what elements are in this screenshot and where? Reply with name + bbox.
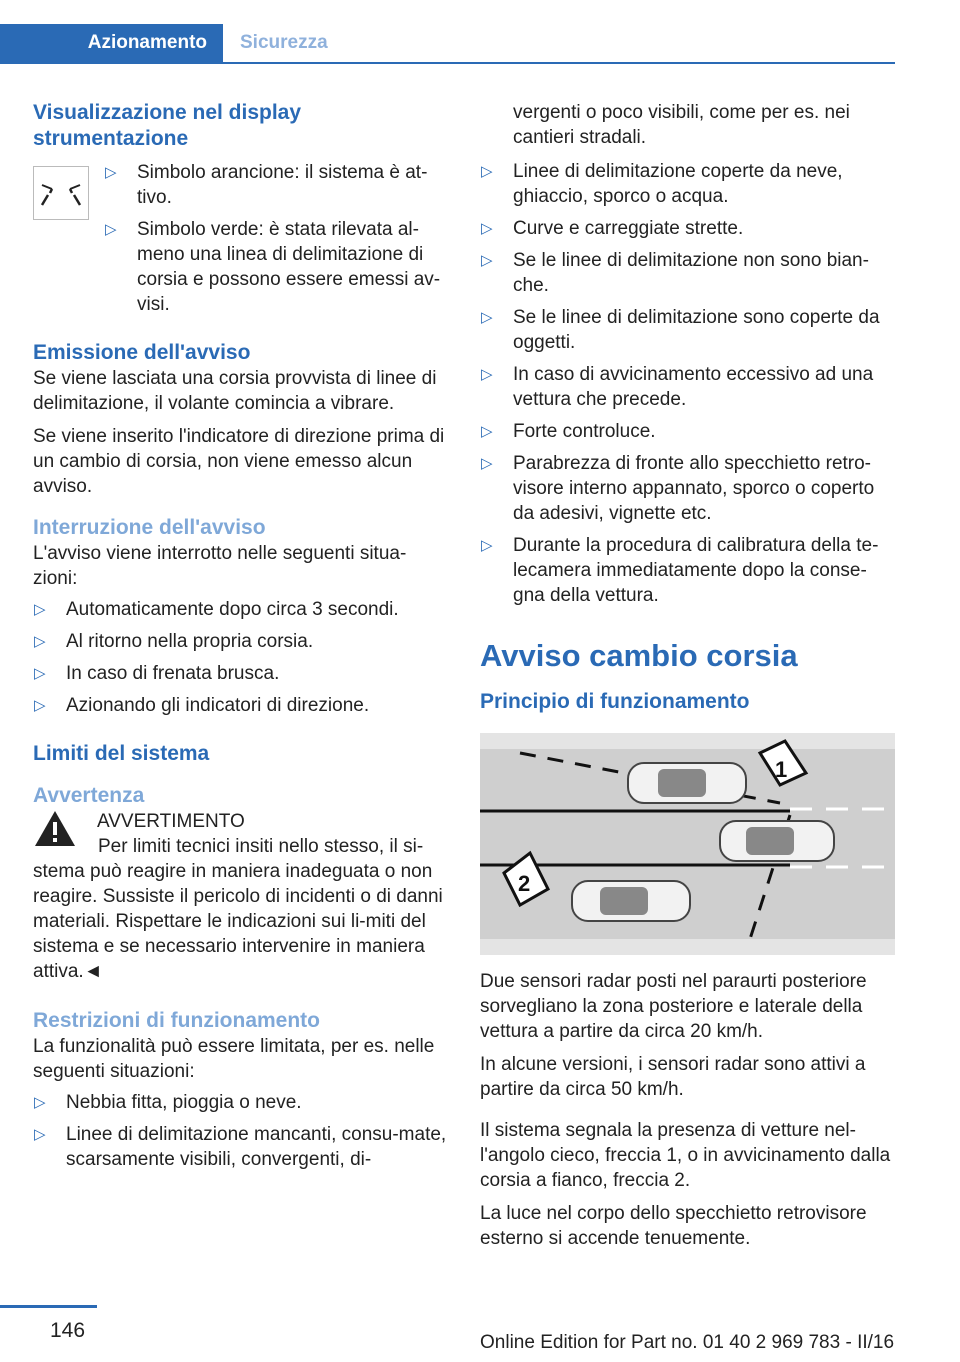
- emission-title: Emissione dell'avviso: [33, 341, 251, 364]
- lane-change-illustration: [480, 733, 895, 955]
- list-item: ▷ Forte controluce.: [481, 421, 656, 442]
- list-item: ▷ Linee di delimitazione mancanti, consu-mate, scarsamente visibili, convergenti, di-: [34, 1124, 447, 1170]
- left-column: [33, 100, 448, 1179]
- principle-text-3: Il sistema segnala la presenza di vetture nel-l'angolo cieco, freccia 1, o in avvicinamento dalla corsia a fianco, freccia 2.: [480, 1120, 891, 1191]
- triangle-bullet-icon: ▷: [481, 220, 493, 237]
- car-icon: [572, 881, 690, 921]
- principle-text-2: In alcune versioni, i sensori radar sono attivi a partire da circa 50 km/h.: [480, 1054, 866, 1100]
- triangle-bullet-icon: ▷: [481, 455, 493, 472]
- car-icon: [720, 821, 834, 861]
- list-item: ▷ Durante la procedura di calibratura della te-lecamera immediatamente dopo la conse-gna della vettura.: [481, 535, 879, 606]
- triangle-bullet-icon: ▷: [105, 221, 117, 238]
- triangle-bullet-icon: ▷: [481, 252, 493, 269]
- triangle-bullet-icon: ▷: [481, 423, 493, 440]
- list-item: ▷ Al ritorno nella propria corsia.: [34, 631, 314, 652]
- list-item: ▷ Simbolo verde: è stata rilevata al-meno una linea di delimitazione di corsia e possono essere emessi av-visi.: [105, 219, 441, 315]
- warning-label: AVVERTIMENTO: [97, 811, 245, 832]
- limits-title: Limiti del sistema: [33, 742, 210, 765]
- tab-sicurezza[interactable]: Sicurezza: [240, 32, 328, 53]
- restrictions-text: La funzionalità può essere limitata, per es. nelle seguenti situazioni:: [33, 1036, 435, 1082]
- emission-text-1: Se viene lasciata una corsia provvista di linee di delimitazione, il volante comincia a vibrare.: [33, 368, 437, 414]
- list-item: ▷ Se le linee di delimitazione non sono bian-che.: [481, 250, 869, 296]
- header-tabs: [0, 24, 895, 64]
- emission-text-2: Se viene inserito l'indicatore di direzione prima di un cambio di corsia, non viene emesso alcun avviso.: [33, 426, 445, 497]
- lane-change-title: Avviso cambio corsia: [480, 638, 798, 673]
- list-item: ▷ Automaticamente dopo circa 3 secondi.: [34, 599, 399, 620]
- triangle-bullet-icon: ▷: [34, 1126, 46, 1143]
- list-item: ▷ Azionando gli indicatori di direzione.: [34, 695, 370, 716]
- triangle-bullet-icon: ▷: [105, 164, 117, 181]
- list-item: ▷ Parabrezza di fronte allo specchietto retro-visore interno appannato, sporco o coperto da adesivi, vignette etc.: [481, 453, 875, 524]
- lane-assist-icon: [33, 166, 89, 220]
- page-number: 146: [50, 1319, 86, 1342]
- continuation-text: vergenti o poco visibili, come per es. nei cantieri stradali.: [513, 102, 850, 148]
- list-item: ▷ Nebbia fitta, pioggia o neve.: [34, 1092, 302, 1113]
- interruption-title: Interruzione dell'avviso: [33, 516, 266, 539]
- triangle-bullet-icon: ▷: [34, 1094, 46, 1111]
- list-item: ▷ Simbolo arancione: il sistema è at-tivo.: [105, 162, 428, 208]
- warning-text: Per limiti tecnici insiti nello stesso, il si-stema può reagire in maniera inadeguata o non reagire. Sussiste il pericolo di incidenti o di danni materiali. Rispettare le indicazioni sui li-miti del sistema e se necessario intervenire in maniera attiva.◄: [33, 836, 443, 982]
- principle-text-1: Due sensori radar posti nel paraurti posteriore sorvegliano la zona posteriore e laterale della vettura a partire da circa 20 km/h.: [480, 971, 867, 1042]
- warning-triangle-icon: [33, 809, 77, 849]
- display-block: [33, 160, 448, 324]
- right-column: [480, 100, 895, 1251]
- list-item: ▷ Linee di delimitazione coperte da neve, ghiaccio, sporco o acqua.: [481, 161, 843, 207]
- principle-text-4: La luce nel corpo dello specchietto retrovisore esterno si accende tenuemente.: [480, 1203, 867, 1249]
- triangle-bullet-icon: ▷: [34, 633, 46, 650]
- list-item: ▷ Curve e carreggiate strette.: [481, 218, 744, 239]
- edition-text: Online Edition for Part no. 01 40 2 969 783 - II/16: [480, 1332, 895, 1353]
- arrow-1-label: 1: [775, 757, 788, 782]
- display-title: Visualizzazione nel display strumentazione: [33, 101, 302, 150]
- car-icon: [628, 763, 746, 803]
- list-item: ▷ In caso di avvicinamento eccessivo ad una vettura che precede.: [481, 364, 874, 410]
- interruption-text: L'avviso viene interrotto nelle seguenti situa-zioni:: [33, 543, 407, 589]
- tab-azionamento[interactable]: Azionamento: [0, 24, 223, 62]
- list-item: ▷ In caso di frenata brusca.: [34, 663, 280, 684]
- triangle-bullet-icon: ▷: [481, 537, 493, 554]
- footer-divider: [0, 1305, 97, 1308]
- triangle-bullet-icon: ▷: [34, 697, 46, 714]
- triangle-bullet-icon: ▷: [34, 601, 46, 618]
- principle-title: Principio di funzionamento: [480, 690, 750, 713]
- triangle-bullet-icon: ▷: [481, 366, 493, 383]
- warning-title: Avvertenza: [33, 784, 145, 807]
- arrow-2-label: 2: [518, 871, 531, 896]
- triangle-bullet-icon: ▷: [481, 163, 493, 180]
- restrictions-title: Restrizioni di funzionamento: [33, 1009, 320, 1032]
- triangle-bullet-icon: ▷: [481, 309, 493, 326]
- list-item: ▷ Se le linee di delimitazione sono coperte da oggetti.: [481, 307, 880, 353]
- triangle-bullet-icon: ▷: [34, 665, 46, 682]
